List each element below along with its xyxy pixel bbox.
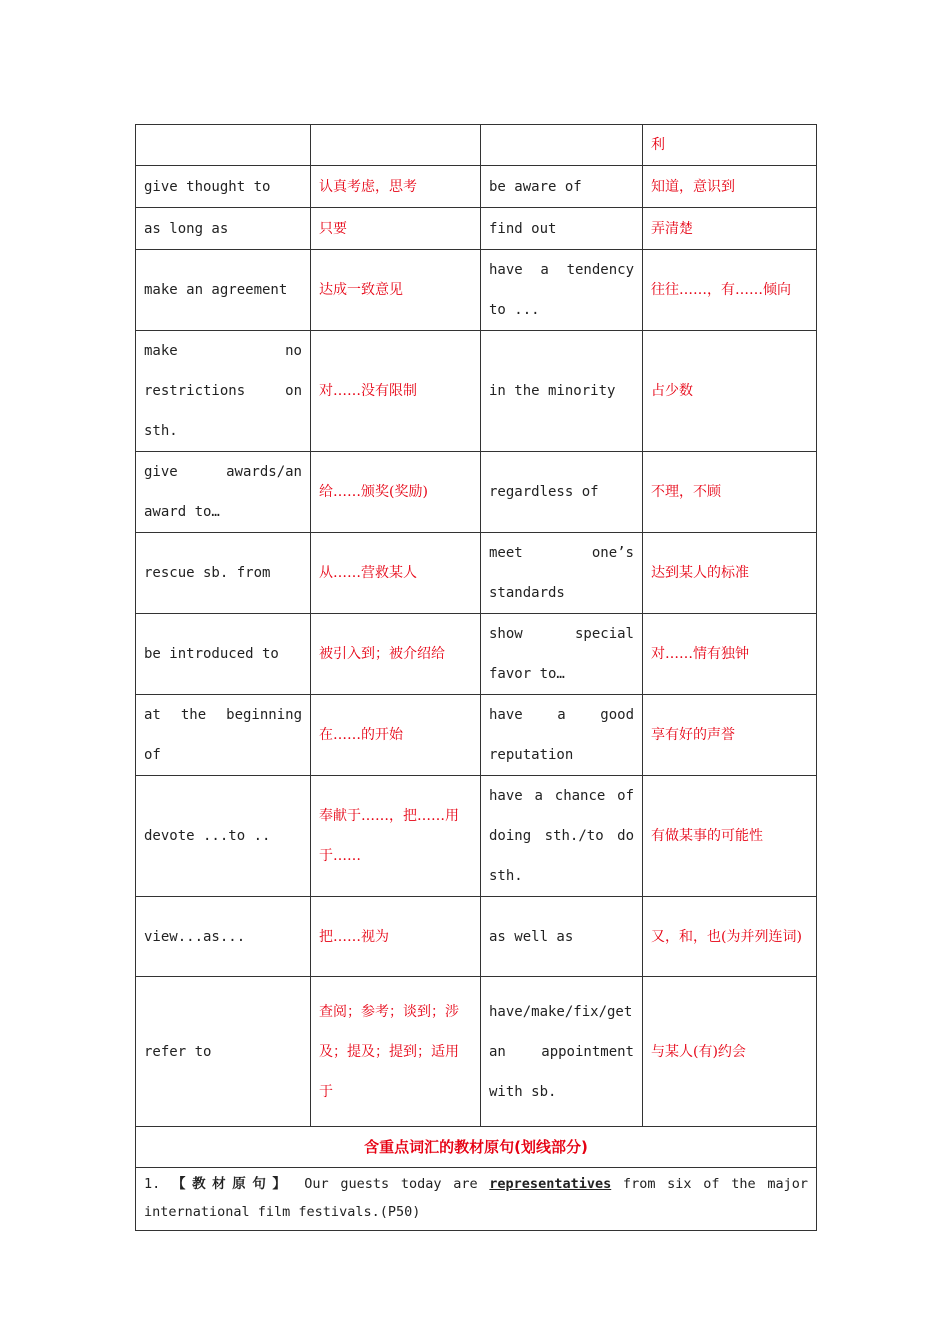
vocab-row (136, 208, 817, 250)
english-phrase: refer to (136, 977, 311, 1127)
chinese-meaning: 给……颁奖(奖励) (311, 452, 481, 533)
vocab-row (136, 614, 817, 695)
section-header-row (136, 1127, 817, 1168)
english-phrase: meet one’s standards (481, 533, 643, 614)
chinese-meaning: 对……没有限制 (311, 331, 481, 452)
sentence-row (136, 1168, 817, 1231)
section-title: 含重点词汇的教材原句(划线部分) (136, 1127, 817, 1168)
chinese-meaning: 查阅；参考；谈到；涉及；提及；提到；适用于 (311, 977, 481, 1127)
english-phrase: have a good reputation (481, 695, 643, 776)
chinese-meaning: 有做某事的可能性 (643, 776, 817, 897)
english-phrase: have a tendency to ... (481, 250, 643, 331)
vocab-row (136, 166, 817, 208)
chinese-meaning: 对……情有独钟 (643, 614, 817, 695)
english-phrase: give awards/an award to… (136, 452, 311, 533)
chinese-meaning: 达成一致意见 (311, 250, 481, 331)
english-phrase: give thought to (136, 166, 311, 208)
example-sentence (136, 1168, 817, 1231)
english-phrase: have/make/fix/get an appointment with sb. (481, 977, 643, 1127)
english-phrase: as long as (136, 208, 311, 250)
english-phrase: be aware of (481, 166, 643, 208)
chinese-meaning: 认真考虑，思考 (311, 166, 481, 208)
chinese-meaning: 从……营救某人 (311, 533, 481, 614)
vocabulary-table-body (136, 125, 817, 1127)
chinese-meaning: 享有好的声誉 (643, 695, 817, 776)
english-phrase: be introduced to (136, 614, 311, 695)
english-phrase: make an agreement (136, 250, 311, 331)
vocab-row (136, 250, 817, 331)
english-phrase: regardless of (481, 452, 643, 533)
english-phrase (136, 125, 311, 166)
chinese-meaning: 在……的开始 (311, 695, 481, 776)
chinese-meaning: 弄清楚 (643, 208, 817, 250)
chinese-meaning: 达到某人的标准 (643, 533, 817, 614)
chinese-meaning: 只要 (311, 208, 481, 250)
english-phrase: devote ...to .. (136, 776, 311, 897)
chinese-meaning: 奉献于……，把……用于…… (311, 776, 481, 897)
sentence-text-after: from six of the major international film festivals.(P50) (144, 1176, 808, 1220)
english-phrase: view...as... (136, 897, 311, 977)
chinese-meaning: 占少数 (643, 331, 817, 452)
english-phrase: show special favor to… (481, 614, 643, 695)
sentence-keyword: representatives (489, 1176, 612, 1192)
vocab-row (136, 452, 817, 533)
sentence-number: 1. (144, 1176, 161, 1192)
vocab-row (136, 695, 817, 776)
english-phrase: rescue sb. from (136, 533, 311, 614)
vocab-row (136, 977, 817, 1127)
chinese-meaning (311, 125, 481, 166)
english-phrase: find out (481, 208, 643, 250)
chinese-meaning: 又，和，也(为并列连词) (643, 897, 817, 977)
vocab-row (136, 331, 817, 452)
vocabulary-table (135, 124, 817, 1231)
chinese-meaning: 不理，不顾 (643, 452, 817, 533)
english-phrase: at the beginning of (136, 695, 311, 776)
english-phrase (481, 125, 643, 166)
chinese-meaning: 被引入到；被介绍给 (311, 614, 481, 695)
sentence-tag: 【教材原句】 (171, 1176, 293, 1192)
chinese-meaning: 把……视为 (311, 897, 481, 977)
vocab-row (136, 897, 817, 977)
english-phrase: make no restrictions on sth. (136, 331, 311, 452)
chinese-meaning: 知道，意识到 (643, 166, 817, 208)
vocab-row (136, 776, 817, 897)
vocab-row (136, 125, 817, 166)
chinese-meaning: 往往……，有……倾向 (643, 250, 817, 331)
chinese-meaning: 与某人(有)约会 (643, 977, 817, 1127)
chinese-meaning: 利 (643, 125, 817, 166)
vocab-row (136, 533, 817, 614)
english-phrase: have a chance of doing sth./to do sth. (481, 776, 643, 897)
english-phrase: as well as (481, 897, 643, 977)
english-phrase: in the minority (481, 331, 643, 452)
sentence-text-before: Our guests today are (304, 1176, 490, 1192)
